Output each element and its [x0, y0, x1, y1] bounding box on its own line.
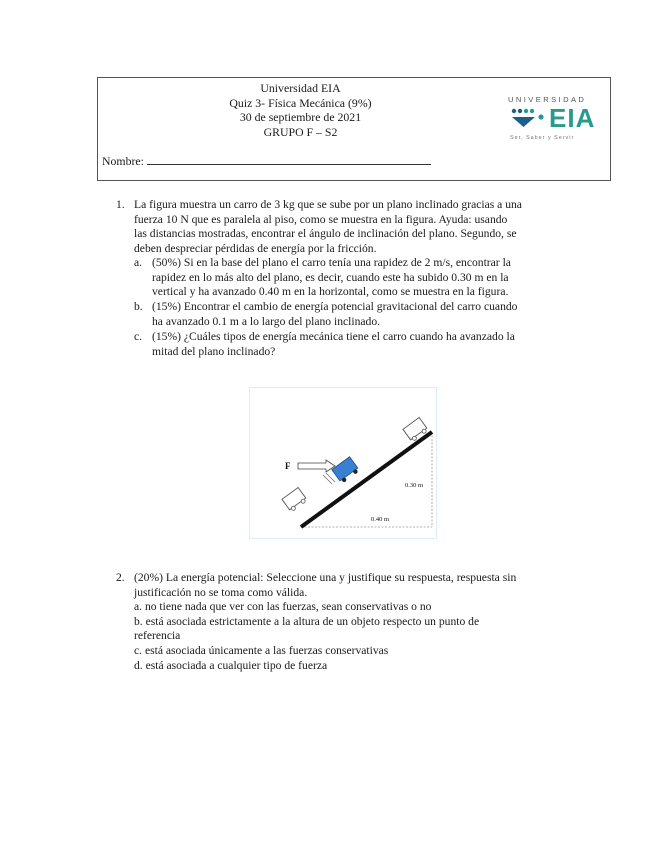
part-line: (50%) Si en la base del plano el carro tenía una rapidez de 2 m/s, encontrar la	[152, 256, 511, 269]
part-c-text	[152, 330, 559, 359]
question-2-text	[134, 571, 559, 673]
name-label: Nombre:	[102, 154, 144, 168]
incline-figure	[249, 387, 437, 539]
part-line: ha avanzado 0.1 m a lo largo del plano inclinado.	[152, 314, 381, 328]
logo-slogan: Ser, Saber y Servir	[510, 135, 575, 141]
question-1-line: deben despreciar pérdidas de energía por la fricción.	[134, 241, 377, 255]
option-c: c. está asociada únicamente a las fuerzas conservativas	[134, 643, 389, 657]
quiz-title: Quiz 3- Física Mecánica (9%)	[229, 95, 372, 110]
part-line: vertical y ha avanzado 0.40 m en la horizontal, como se muestra en la figura.	[152, 285, 509, 299]
part-line: (15%) Encontrar el cambio de energía potencial gravitacional del carro cuando	[152, 300, 518, 313]
name-blank-line	[147, 154, 431, 165]
part-line: mitad del plano inclinado?	[152, 344, 276, 358]
question-1-line: fuerza 10 N que es paralela al piso, como se muestra en la figura. Ayuda: usando	[134, 212, 508, 226]
part-letter: c.	[134, 330, 143, 343]
part-letter: b.	[134, 300, 143, 313]
header-titles	[98, 81, 503, 139]
question-1-line: las distancias mostradas, encontrar el ángulo de inclinación del plano. Segundo, se	[134, 227, 517, 241]
incline-diagram	[249, 387, 437, 539]
question-1-line: La figura muestra un carro de 3 kg que se sube por un plano inclinado gracias a una	[134, 198, 522, 211]
option-d: d. está asociada a cualquier tipo de fuerza	[134, 658, 328, 672]
logo-mark	[509, 105, 603, 131]
option-b: b. está asociada estrictamente a la altura de un objeto respecto un punto de	[134, 614, 480, 628]
part-a-text	[152, 256, 559, 300]
question-2-number: 2.	[116, 571, 125, 584]
quiz-date: 30 de septiembre de 2021	[239, 110, 362, 125]
university-name: Universidad EIA	[260, 81, 341, 95]
part-letter: a.	[134, 256, 143, 269]
logo-top-text: UNIVERSIDAD	[508, 95, 587, 104]
question-2-line: justificación no se toma como válida.	[134, 585, 308, 599]
option-a: a. no tiene nada que ver con las fuerzas, sean conservativas o no	[134, 600, 432, 614]
name-field	[102, 154, 431, 169]
part-b-text	[152, 300, 559, 329]
force-label: F	[285, 461, 291, 471]
question-2	[116, 571, 576, 681]
horizontal-distance-label: 0.40 m	[371, 516, 390, 523]
header-box	[97, 77, 611, 181]
question-2-line: (20%) La energía potencial: Seleccione una y justifique su respuesta, respuesta sin	[134, 571, 517, 584]
question-1-text	[134, 198, 559, 256]
option-b-continued: referencia	[134, 629, 181, 643]
part-line: (15%) ¿Cuáles tipos de energía mecánica tiene el carro cuando ha avanzado la	[152, 330, 515, 343]
question-1	[116, 198, 576, 368]
eia-logo	[508, 95, 602, 147]
part-line: rapidez en lo más alto del plano, es decir, cuando este ha subido 0.30 m en la	[152, 270, 509, 284]
logo-main-text: EIA	[549, 103, 596, 133]
quiz-group: GRUPO F – S2	[263, 124, 338, 139]
vertical-distance-label: 0.30 m	[405, 482, 424, 489]
logo-dots-icon	[509, 105, 549, 131]
question-1-number: 1.	[116, 198, 125, 211]
